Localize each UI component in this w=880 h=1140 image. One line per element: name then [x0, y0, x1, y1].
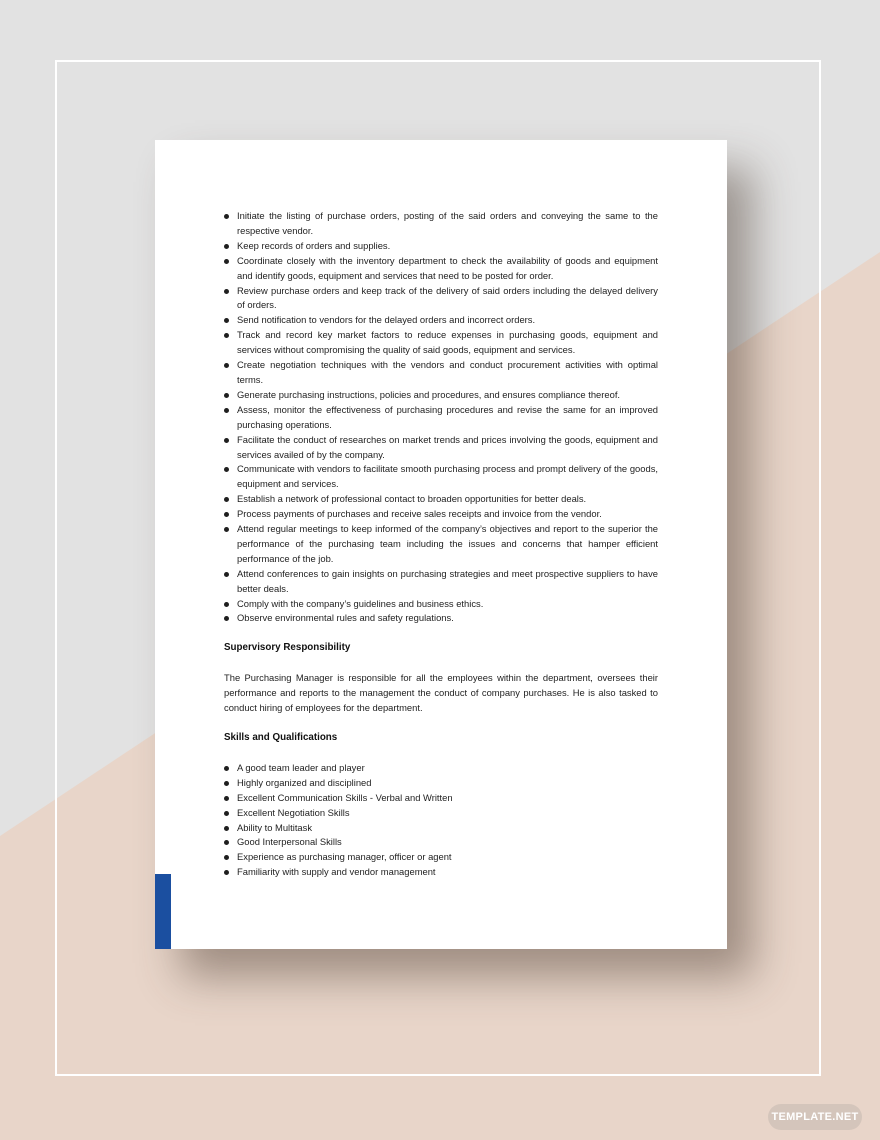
document-page	[155, 140, 727, 949]
skill-item: Highly organized and disciplined	[224, 776, 658, 791]
duty-item: Review purchase orders and keep track of the delivery of said orders including the delayed delivery of orders.	[224, 284, 658, 314]
skills-heading: Skills and Qualifications	[224, 732, 338, 743]
duty-item: Facilitate the conduct of researches on market trends and prices involving the goods, equipment and services availed of by the company.	[224, 433, 658, 463]
skill-item: A good team leader and player	[224, 761, 658, 776]
duty-item: Attend conferences to gain insights on purchasing strategies and meet prospective suppliers to have better deals.	[224, 567, 658, 597]
duty-item: Process payments of purchases and receive sales receipts and invoice from the vendor.	[224, 507, 658, 522]
duty-item: Communicate with vendors to facilitate smooth purchasing process and prompt delivery of the goods, equipment and services.	[224, 462, 658, 492]
duties-list	[224, 209, 658, 626]
duty-item: Comply with the company’s guidelines and business ethics.	[224, 597, 658, 612]
supervisory-text: The Purchasing Manager is responsible for all the employees within the department, oversees their performance and reports to the management the conduct of company purchases. He is also tasked to conduct hiring of employees for the department.	[224, 672, 658, 714]
duty-item: Attend regular meetings to keep informed of the company’s objectives and report to the superior the performance of the purchasing team including the issues and concerns that hamper efficient performance of the job.	[224, 522, 658, 567]
duty-item: Generate purchasing instructions, policies and procedures, and ensures compliance thereof.	[224, 388, 658, 403]
skill-item: Good Interpersonal Skills	[224, 835, 658, 850]
duty-item: Create negotiation techniques with the vendors and conduct procurement activities with optimal terms.	[224, 358, 658, 388]
duty-item: Keep records of orders and supplies.	[224, 239, 658, 254]
duty-item: Send notification to vendors for the delayed orders and incorrect orders.	[224, 313, 658, 328]
duty-item: Establish a network of professional contact to broaden opportunities for better deals.	[224, 492, 658, 507]
duty-item: Track and record key market factors to reduce expenses in purchasing goods, equipment and services without compromising the quality of said goods, equipment and services.	[224, 328, 658, 358]
supervisory-heading: Supervisory Responsibility	[224, 642, 351, 654]
duty-item: Coordinate closely with the inventory department to check the availability of goods and equipment and identify goods, equipment and services that need to be posted for order.	[224, 254, 658, 284]
document-content	[224, 209, 658, 880]
duty-item: Observe environmental rules and safety regulations.	[224, 611, 658, 626]
skills-list	[224, 761, 658, 880]
duty-item: Assess, monitor the effectiveness of purchasing procedures and revise the same for an improved purchasing operations.	[224, 403, 658, 433]
skill-item: Ability to Multitask	[224, 821, 658, 836]
duty-item: Initiate the listing of purchase orders, posting of the said orders and conveying the same to the respective vendor.	[224, 209, 658, 239]
skill-item: Excellent Negotiation Skills	[224, 806, 658, 821]
skill-item: Excellent Communication Skills - Verbal and Written	[224, 791, 658, 806]
skill-item: Experience as purchasing manager, officer or agent	[224, 850, 658, 865]
skill-item: Familiarity with supply and vendor management	[224, 865, 658, 880]
accent-bar	[155, 874, 171, 949]
watermark-badge: TEMPLATE.NET	[768, 1104, 862, 1130]
